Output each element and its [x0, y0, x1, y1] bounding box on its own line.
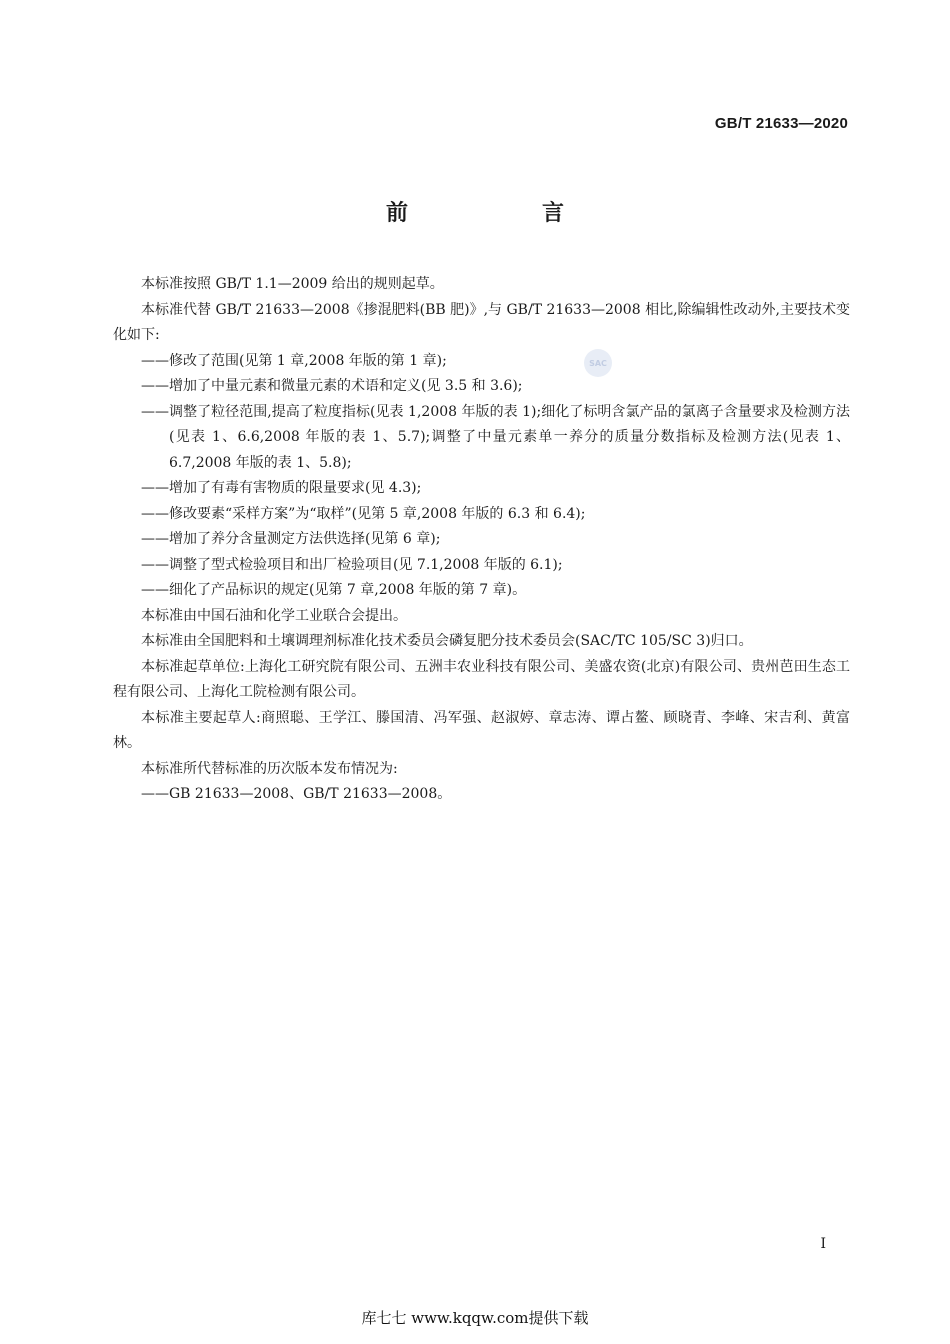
sac-watermark-icon: SAC — [584, 349, 612, 377]
list-item: ——增加了中量元素和微量元素的术语和定义(见 3.5 和 3.6); — [141, 378, 523, 394]
list-item: ——调整了粒径范围,提高了粒度指标(见表 1,2008 年版的表 1);细化了标明含氯产品的氯离子含量要求及检测方法(见表 1、6.6,2008 年版的表 1、5.7);调整了中量元素单一养分的质量分数指标及检测方法(见表 1、6.7,2008 年版的表 1、5.8); — [141, 403, 850, 471]
list-item: ——细化了产品标识的规定(见第 7 章,2008 年版的第 7 章)。 — [141, 582, 527, 598]
page-number: I — [820, 1236, 826, 1252]
paragraph: 本标准所代替标准的历次版本发布情况为: — [141, 760, 398, 777]
paragraph: 本标准由中国石油和化学工业联合会提出。 — [141, 607, 407, 624]
foreword-body — [113, 272, 850, 808]
list-item: ——修改要素“采样方案”为“取样”(见第 5 章,2008 年版的 6.3 和 6.4); — [141, 505, 586, 522]
paragraph: 本标准主要起草人:商照聪、王学江、滕国清、冯军强、赵淑婷、章志涛、谭占鳌、顾晓青、李峰、宋吉利、黄富林。 — [113, 709, 850, 751]
standard-code: GB/T 21633—2020 — [714, 115, 848, 132]
list-item: ——修改了范围(见第 1 章,2008 年版的第 1 章); — [141, 352, 447, 369]
list-item: ——增加了有毒有害物质的限量要求(见 4.3); — [141, 480, 422, 496]
list-item: ——GB 21633—2008、GB/T 21633—2008。 — [141, 786, 452, 802]
download-footer: 库七七 www.kqqw.com提供下载 — [361, 1309, 589, 1327]
paragraph: 本标准按照 GB/T 1.1—2009 给出的规则起草。 — [141, 276, 444, 292]
paragraph: 本标准起草单位:上海化工研究院有限公司、五洲丰农业科技有限公司、美盛农资(北京)有限公司、贵州芭田生态工程有限公司、上海化工院检测有限公司。 — [113, 658, 850, 700]
page-title: 前 言 — [385, 201, 620, 226]
list-item: ——增加了养分含量测定方法供选择(见第 6 章); — [141, 531, 441, 547]
paragraph: 本标准由全国肥料和土壤调理剂标准化技术委员会磷复肥分技术委员会(SAC/TC 105/SC 3)归口。 — [141, 633, 753, 649]
list-item: ——调整了型式检验项目和出厂检验项目(见 7.1,2008 年版的 6.1); — [141, 556, 563, 573]
paragraph: 本标准代替 GB/T 21633—2008《掺混肥料(BB 肥)》,与 GB/T 21633—2008 相比,除编辑性改动外,主要技术变化如下: — [113, 301, 850, 343]
